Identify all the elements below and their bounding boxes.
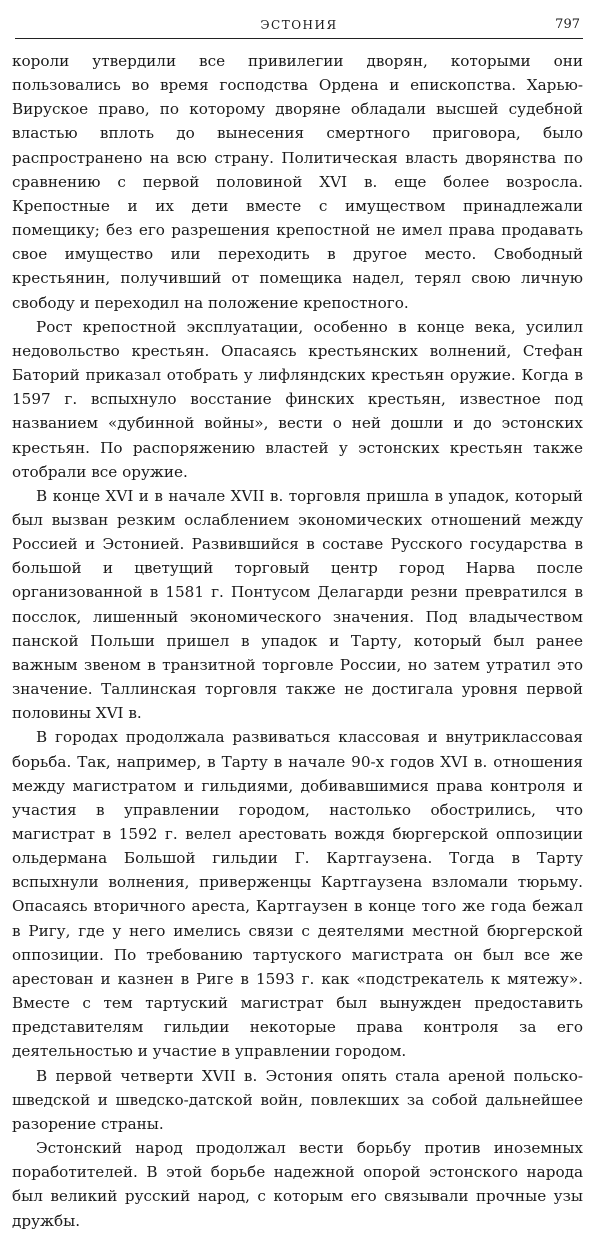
paragraph: короли утвердили все привилегии дворян, которыми они пользовались во время господства Ордена и епископства. Харью-Вируское право, по которому дворяне обладали высшей судебной властью вплоть до вынесения смертного приговора, было распространено на всю страну. Политическая власть дворянства по сравнению с первой половиной XVI в. еще более возросла. Крепостные и их дети вместе с имуществом принадлежали помещику; без его разрешения крепостной не имел права продавать свое имущество или переходить в другое место. Свободный крестьянин, получивший от помещика надел, терял свою личную свободу и переходил на положение крепостного. (12, 52, 583, 312)
paragraph: Эстонский народ продолжал вести борьбу против иноземных поработителей. В этой борьбе надежной опорой эстонского народа был великий русский народ, с которым его связывали прочные узы дружбы. (12, 1139, 583, 1230)
paragraph: В конце XVI и в начале XVII в. торговля пришла в упадок, который был вызван резким ослаблением экономических отношений между Россией и Эстонией. Развившийся в составе Русского государства в большой и цветущий торговый центр город Нарва после организованной в 1581 г. Понтусом Делагарди резни превратился в посслок, лишенный экономического значения. Под владычеством панской Польши пришел в упадок и Тарту, который был ранее важным звеном в транзитной торговле России, но затем утратил это значение. Таллинская торговля также не достигала уровня первой половины XVI в. (12, 486, 583, 723)
page-header (15, 18, 583, 39)
book-page (12, 18, 583, 1233)
paragraph: Рост крепостной эксплуатации, особенно в конце века, усилил недовольство крестьян. Опасаясь крестьянских волнений, Стефан Баторий приказал отобрать у лифляндских крестьян оружие. Когда в 1597 г. вспыхнуло восстание финских крестьян, известное под названием «дубинной войны», вести о ней дошли и до эстонских крестьян. По распоряжению властей у эстонских крестьян также отобрали все оружие. (12, 317, 583, 481)
paragraph: В первой четверти XVII в. Эстония опять стала ареной польско-шведской и шведско-датской войн, повлекших за собой дальнейшее разорение страны. (12, 1066, 583, 1133)
page-number: 797 (555, 17, 580, 32)
running-head: ЭСТОНИЯ (260, 18, 338, 32)
body-text (12, 49, 583, 1233)
paragraph: В городах продолжала развиваться классовая и внутриклассовая борьба. Так, например, в Тарту в начале 90-х годов XVI в. отношения между магистратом и гильдиями, добивавшимися права контроля и участия в управлении городом, настолько обострились, что магистрат в 1592 г. велел арестовать вождя бюргерской оппозиции ольдермана Большой гильдии Г. Картгаузена. Тогда в Тарту вспыхнули волнения, приверженцы Картгаузена взломали тюрьму. Опасаясь вторичного ареста, Картгаузен в конце того же года бежал в Ригу, где у него имелись связи с деятелями местной бюргерской оппозиции. По требованию тартуского магистрата он был все же арестован и казнен в Риге в 1593 г. как «подстрекатель к мятежу». Вместе с тем тартуский магистрат был вынужден предоставить представителям гильдии некоторые права контроля за его деятельностью и участие в управлении городом. (12, 728, 583, 1061)
